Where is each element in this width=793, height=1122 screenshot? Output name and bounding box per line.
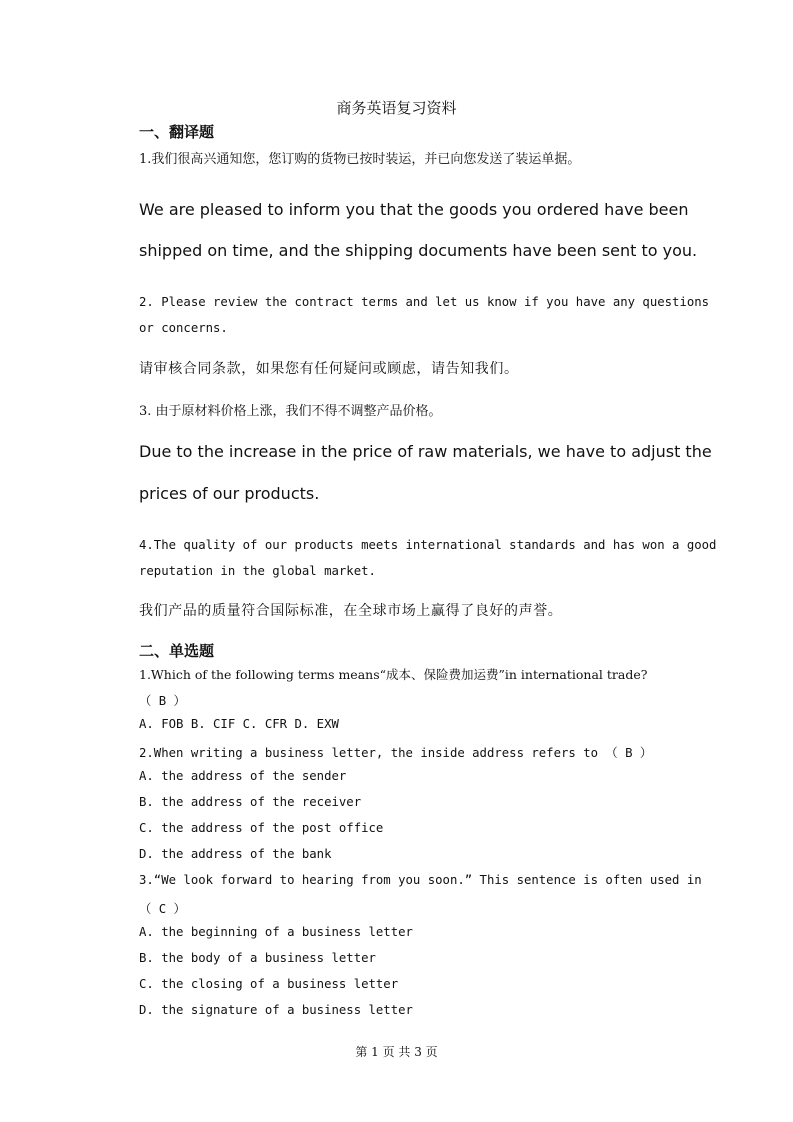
q4-english-line2: reputation in the global market.	[139, 564, 376, 578]
q3-english-line1: Due to the increase in the price of raw materials, we have to adjust the	[139, 442, 712, 461]
q4-chinese: 我们产品的质量符合国际标准，在全球市场上赢得了良好的声誉。	[139, 603, 563, 619]
mc-q3-option-b: B. the body of a business letter	[139, 951, 376, 965]
section1-heading: 一、翻译题	[139, 123, 215, 141]
section2-heading: 二、单选题	[139, 642, 215, 660]
mc-q2-text: 2.When writing a business letter, the inside address refers to （ B ）	[139, 746, 653, 760]
q3-english-line2: prices of our products.	[139, 484, 320, 503]
mc-q2-option-c: C. the address of the post office	[139, 821, 384, 835]
q3-chinese: 3. 由于原材料价格上涨，我们不得不调整产品价格。	[139, 404, 442, 419]
page-footer: 第 1 页 共 3 页	[355, 1045, 438, 1059]
mc-q1-text: 1.Which of the following terms means“成本、保险费加运费”in international trade?	[139, 667, 648, 682]
mc-q2-option-a: A. the address of the sender	[139, 769, 347, 783]
q2-english-line1: 2. Please review the contract terms and let us know if you have any questions	[139, 295, 710, 309]
mc-q3-answer: （ C ）	[139, 902, 186, 916]
q2-chinese: 请审核合同条款，如果您有任何疑问或顾虑，请告知我们。	[139, 361, 519, 377]
mc-q1-options: A. FOB B. CIF C. CFR D. EXW	[139, 717, 339, 731]
mc-q2-option-b: B. the address of the receiver	[139, 795, 362, 809]
q2-english-line2: or concerns.	[139, 321, 228, 335]
mc-q3-text: 3.“We look forward to hearing from you soon.” This sentence is often used in	[139, 873, 702, 887]
mc-q3-option-c: C. the closing of a business letter	[139, 977, 399, 991]
document-title: 商务英语复习资料	[336, 99, 457, 117]
q1-english-line2: shipped on time, and the shipping documents have been sent to you.	[139, 241, 698, 260]
mc-q1-answer: （ B ）	[139, 694, 186, 708]
q1-english-line1: We are pleased to inform you that the goods you ordered have been	[139, 200, 689, 219]
mc-q3-option-d: D. the signature of a business letter	[139, 1003, 413, 1017]
mc-q2-option-d: D. the address of the bank	[139, 847, 332, 861]
q1-chinese: 1.我们很高兴通知您，您订购的货物已按时装运，并已向您发送了装运单据。	[139, 152, 581, 167]
q4-english-line1: 4.The quality of our products meets international standards and has won a good	[139, 538, 717, 552]
mc-q3-option-a: A. the beginning of a business letter	[139, 925, 413, 939]
